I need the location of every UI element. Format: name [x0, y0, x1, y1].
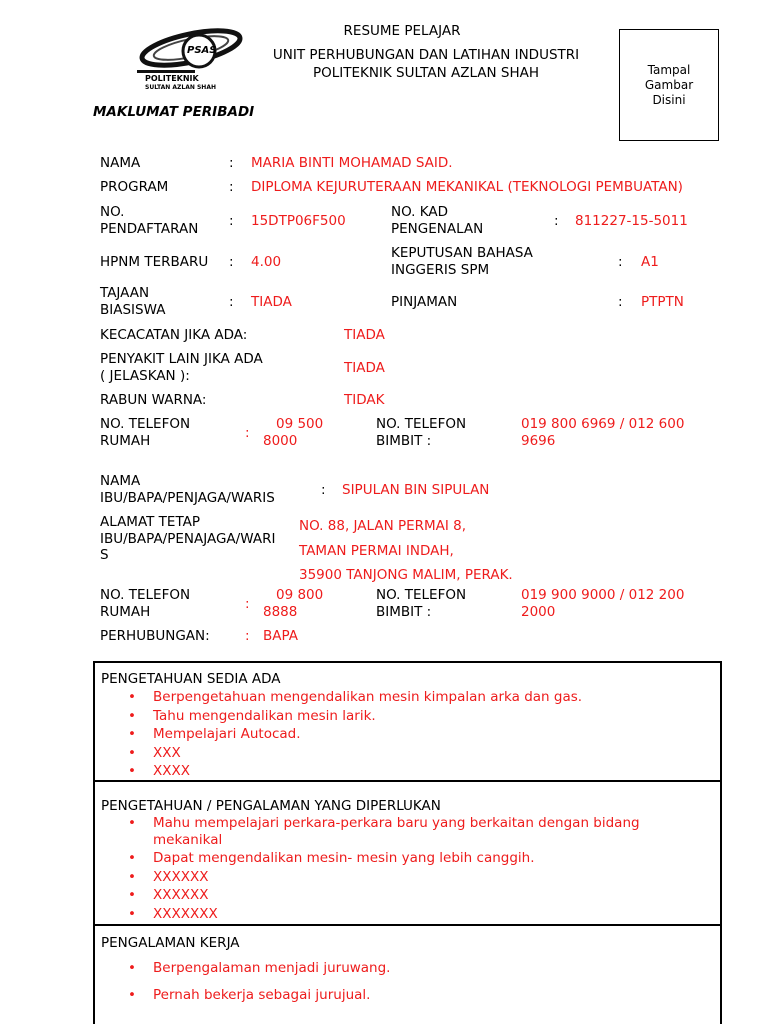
label-no-pendaftaran-2: PENDAFTARAN: [100, 220, 199, 237]
label-no-pendaftaran-1: NO.: [100, 204, 125, 220]
value-tel-rumah-1: 09 500: [276, 416, 324, 432]
list-item: [101, 762, 720, 781]
list-item: [101, 868, 720, 887]
list-item-text: XXXXXXX: [153, 905, 218, 922]
value-nama: MARIA BINTI MOHAMAD SAID.: [251, 155, 453, 171]
value-alamat-2: TAMAN PERMAI INDAH,: [299, 542, 454, 559]
value-tajaan: TIADA: [251, 294, 292, 310]
colon: :: [229, 155, 234, 171]
value-rabun: TIDAK: [344, 392, 385, 408]
bullet-icon: •: [128, 868, 136, 885]
label-tajaan-2: BIASISWA: [100, 301, 166, 318]
box-title: PENGALAMAN KERJA: [101, 935, 240, 951]
bullet-list: [101, 815, 720, 923]
label-penyakit-1: PENYAKIT LAIN JIKA ADA: [100, 351, 263, 367]
bullet-list: [101, 688, 720, 781]
box-title: PENGETAHUAN SEDIA ADA: [101, 671, 281, 687]
label-perhubungan: PERHUBUNGAN:: [100, 628, 210, 644]
colon: :: [245, 425, 250, 441]
logo-sub-text-1: POLITEKNIK: [145, 74, 199, 83]
label-tel-bimbit: [376, 416, 466, 449]
list-item: [101, 886, 720, 905]
value-perhubungan: BAPA: [263, 628, 299, 644]
label-alamat-3: S: [100, 547, 109, 563]
list-item-text: XXXXXX: [153, 868, 209, 885]
colon: :: [245, 596, 250, 612]
list-item-text: Pernah bekerja sebagai jurujual.: [153, 986, 371, 1003]
colon: :: [554, 213, 559, 229]
value-waris-tel-bimbit: [521, 587, 684, 620]
label-waris-tel-bimbit-1: NO. TELEFON: [376, 587, 467, 603]
value-waris-nama: SIPULAN BIN SIPULAN: [342, 482, 490, 498]
label-tajaan-1: TAJAAN: [100, 285, 150, 301]
photo-text-3: Disini: [652, 92, 686, 107]
bullet-icon: •: [128, 815, 136, 831]
photo-placeholder: [619, 29, 719, 141]
list-item-text: mekanikal: [153, 832, 223, 848]
list-item-text: XXX: [153, 744, 181, 761]
label-spm-2: INGGERIS SPM: [391, 261, 490, 278]
list-item: [101, 744, 720, 763]
label-tel-rumah: [100, 416, 190, 449]
value-kecacatan: TIADA: [344, 327, 385, 343]
value-tel-bimbit-1: 019 800 6969 / 012 600: [521, 416, 685, 432]
bullet-icon: •: [128, 887, 136, 903]
label-tel-rumah-1: NO. TELEFON: [100, 416, 191, 432]
photo-text-2: Gambar: [644, 77, 694, 92]
label-waris-tel-rumah: [100, 587, 190, 620]
header-title-3: POLITEKNIK SULTAN AZLAN SHAH: [312, 65, 540, 81]
label-alamat: [100, 514, 275, 564]
label-spm-1: KEPUTUSAN BAHASA: [391, 245, 533, 261]
list-item-text: Mahu mempelajari perkara-perkara baru yang berkaitan dengan bidang: [153, 815, 640, 831]
label-no-kp: [391, 204, 483, 237]
label-waris-tel-bimbit: [376, 587, 466, 620]
label-waris-nama-1: NAMA: [100, 473, 141, 489]
label-rabun: RABUN WARNA:: [100, 392, 207, 408]
value-no-pendaftaran: 15DTP06F500: [251, 213, 346, 229]
value-no-kp: 811227-15-5011: [575, 213, 688, 229]
list-item-text: Berpengetahuan mengendalikan mesin kimpalan arka dan gas.: [153, 689, 583, 705]
list-item-text: Berpengalaman menjadi juruwang.: [153, 960, 391, 976]
value-spm: A1: [641, 254, 659, 270]
bullet-icon: •: [128, 744, 136, 761]
bullet-icon: •: [128, 905, 136, 922]
header-title-1: RESUME PELAJAR: [343, 23, 461, 39]
value-tel-bimbit-2: 9696: [521, 432, 556, 449]
photo-text-1: Tampal: [647, 62, 691, 77]
label-program: PROGRAM: [100, 179, 169, 195]
colon: :: [229, 213, 234, 229]
colon: :: [229, 179, 234, 195]
bullet-icon: •: [128, 763, 136, 779]
box-pengetahuan-sedia-ada: [93, 661, 722, 782]
bullet-icon: •: [128, 726, 136, 742]
label-alamat-2: IBU/BAPA/PENAJAGA/WARI: [100, 530, 276, 547]
list-item: [101, 725, 720, 744]
bullet-icon: •: [128, 850, 136, 866]
list-item-text: XXXX: [153, 763, 190, 779]
header-title-2: UNIT PERHUBUNGAN DAN LATIHAN INDUSTRI: [272, 47, 580, 63]
colon: :: [229, 254, 234, 270]
box-pengetahuan-diperlukan: [93, 780, 722, 926]
value-penyakit: TIADA: [344, 360, 385, 376]
value-tel-rumah-2: 8000: [263, 432, 298, 449]
label-waris-tel-rumah-2: RUMAH: [100, 603, 151, 620]
colon: :: [618, 254, 623, 270]
label-spm: [391, 245, 533, 278]
value-waris-tel-rumah-2: 8888: [263, 603, 298, 620]
value-tel-rumah: [263, 416, 323, 449]
value-waris-tel-rumah-1: 09 800: [276, 587, 324, 603]
box-pengalaman-kerja: [93, 924, 722, 1024]
label-tel-bimbit-1: NO. TELEFON: [376, 416, 467, 432]
label-hpnm: HPNM TERBARU: [100, 254, 209, 270]
label-tajaan: [100, 285, 165, 318]
list-item: [101, 688, 720, 707]
list-item: [101, 959, 720, 978]
value-alamat-3: 35900 TANJONG MALIM, PERAK.: [299, 567, 513, 583]
list-item: [101, 986, 720, 1005]
label-no-kp-1: NO. KAD: [391, 204, 449, 220]
label-kecacatan: KECACATAN JIKA ADA:: [100, 327, 248, 343]
logo-mark-text: PSAS: [187, 45, 217, 56]
value-pinjaman: PTPTN: [641, 294, 684, 310]
label-no-kp-2: PENGENALAN: [391, 220, 484, 237]
colon: :: [229, 294, 234, 310]
value-program: DIPLOMA KEJURUTERAAN MEKANIKAL (TEKNOLOGI PEMBUATAN): [251, 179, 683, 195]
bullet-icon: •: [128, 689, 136, 705]
logo-sub-text-2: SULTAN AZLAN SHAH: [145, 84, 216, 91]
list-item: [101, 905, 720, 924]
label-tel-rumah-2: RUMAH: [100, 432, 151, 449]
bullet-list: [101, 959, 720, 1004]
list-item-text: Dapat mengendalikan mesin- mesin yang lebih canggih.: [153, 850, 535, 866]
value-tel-bimbit: [521, 416, 684, 449]
label-waris-nama: [100, 473, 275, 506]
label-pinjaman: PINJAMAN: [391, 294, 458, 310]
label-waris-tel-rumah-1: NO. TELEFON: [100, 587, 191, 603]
bullet-icon: •: [128, 707, 136, 724]
list-item: [101, 707, 720, 726]
value-waris-tel-bimbit-2: 2000: [521, 603, 556, 620]
label-waris-nama-2: IBU/BAPA/PENJAGA/WARIS: [100, 489, 275, 506]
label-penyakit-2: ( JELASKAN ):: [100, 367, 190, 384]
label-no-pendaftaran: [100, 204, 198, 237]
bullet-icon: •: [128, 986, 136, 1003]
list-item: [101, 815, 720, 849]
colon: :: [245, 628, 250, 644]
label-nama: NAMA: [100, 155, 141, 171]
list-item-text: XXXXXX: [153, 887, 209, 903]
value-waris-tel-bimbit-1: 019 900 9000 / 012 200: [521, 587, 685, 603]
section-title: MAKLUMAT PERIBADI: [93, 104, 255, 120]
label-tel-bimbit-2: BIMBIT :: [376, 432, 432, 449]
label-waris-tel-bimbit-2: BIMBIT :: [376, 603, 432, 620]
list-item: [101, 849, 720, 868]
value-waris-tel-rumah: [263, 587, 323, 620]
colon: :: [618, 294, 623, 310]
list-item-text: Mempelajari Autocad.: [153, 726, 301, 742]
value-alamat: [299, 514, 513, 588]
value-hpnm: 4.00: [251, 254, 282, 270]
colon: :: [321, 482, 326, 498]
box-title: PENGETAHUAN / PENGALAMAN YANG DIPERLUKAN: [101, 798, 441, 814]
list-item-text: Tahu mengendalikan mesin larik.: [153, 707, 376, 724]
value-alamat-1: NO. 88, JALAN PERMAI 8,: [299, 518, 467, 534]
label-penyakit: [100, 351, 263, 384]
bullet-icon: •: [128, 960, 136, 976]
label-alamat-1: ALAMAT TETAP: [100, 514, 201, 530]
